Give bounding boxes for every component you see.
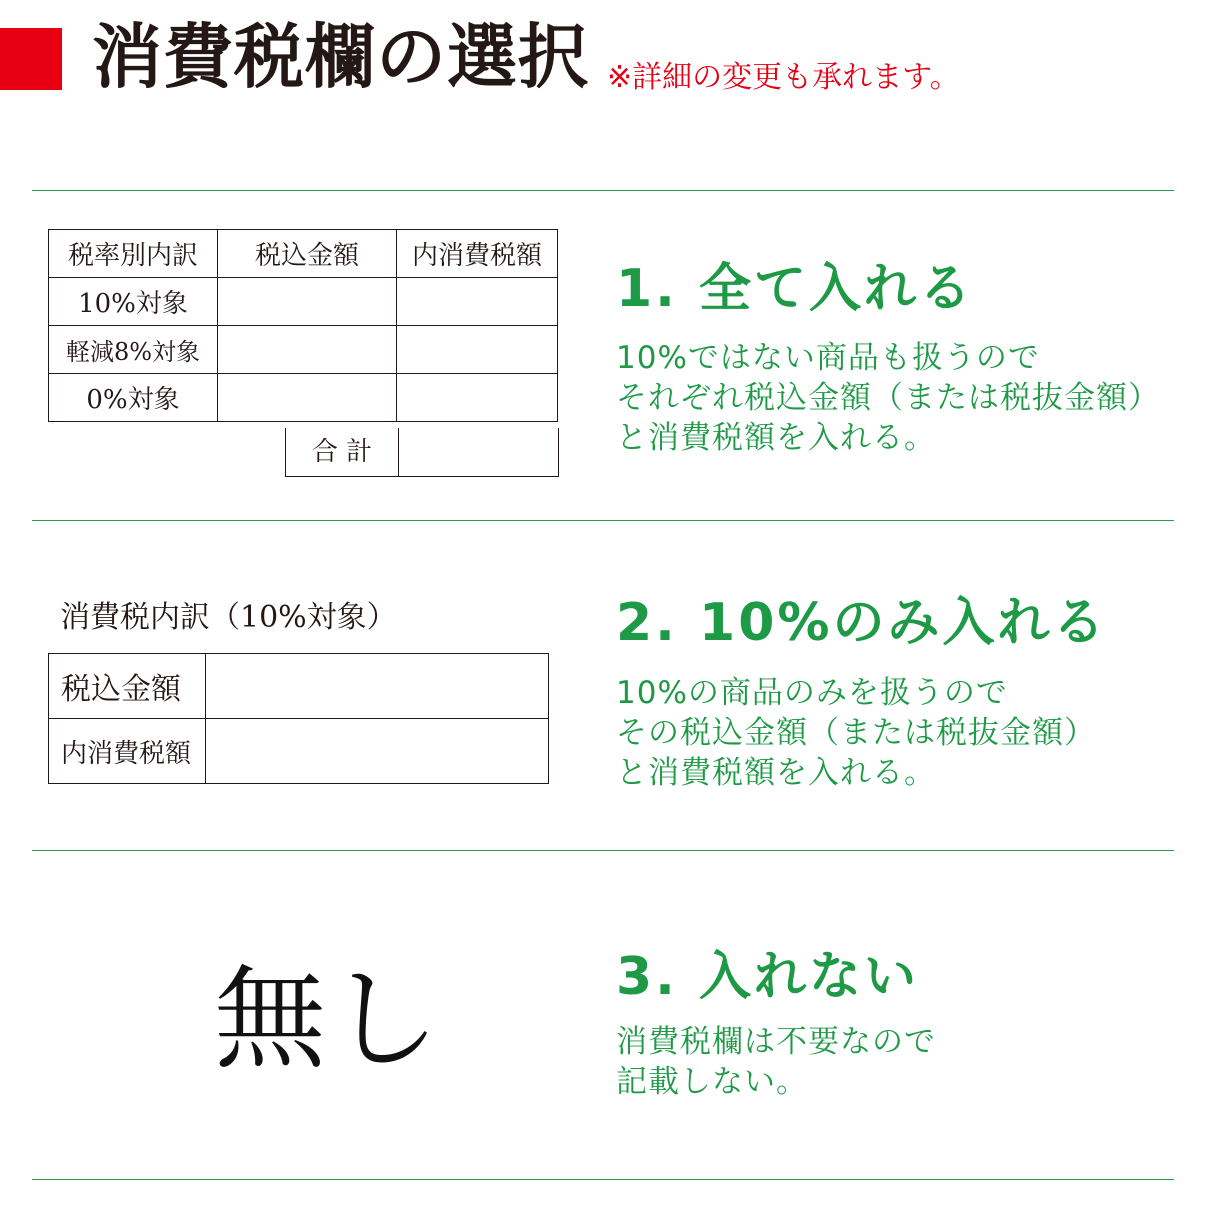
- none-sample-text: 無し: [214, 955, 442, 1085]
- table-header-rate-breakdown: 税率別内訳: [49, 230, 218, 278]
- table-cell-empty: [397, 326, 558, 374]
- table-row-label-10: 10%対象: [49, 278, 218, 326]
- table-row-label-tax-included: 税込金額: [49, 654, 206, 719]
- option-description-line: と消費税額を入れる。: [616, 755, 936, 791]
- table-row-label-8: 軽減8%対象: [49, 326, 218, 374]
- section-divider: [32, 520, 1174, 521]
- option-description-2: [616, 673, 1096, 793]
- table-cell-empty: [206, 719, 549, 784]
- total-row: [285, 428, 559, 477]
- section-divider: [32, 850, 1174, 851]
- option-description-line: 10%ではない商品も扱うので: [616, 340, 1040, 376]
- option-description-line: 10%の商品のみを扱うので: [616, 675, 1008, 711]
- table-cell-empty: [218, 374, 397, 422]
- table-cell-empty: [206, 654, 549, 719]
- table-cell-empty: [397, 374, 558, 422]
- option-heading-2: 2. 10%のみ入れる: [616, 593, 1108, 653]
- option-description-3: [616, 1022, 936, 1102]
- option-description-line: 消費税欄は不要なので: [616, 1024, 936, 1060]
- page-note: ※詳細の変更も承れます。: [607, 60, 960, 95]
- table-cell-empty: [218, 278, 397, 326]
- section-divider: [32, 190, 1174, 191]
- tax-table-caption: 消費税内訳（10%対象）: [60, 600, 397, 635]
- table-cell-empty: [397, 278, 558, 326]
- option-description-line: 記載しない。: [616, 1064, 808, 1100]
- table-header-consumption-tax: 内消費税額: [397, 230, 558, 278]
- tax-breakdown-table-full: [48, 229, 558, 422]
- total-label: 合 計: [286, 428, 399, 476]
- option-heading-1: 1. 全て入れる: [616, 259, 975, 319]
- page-title: 消費税欄の選択: [92, 16, 589, 98]
- table-row-label-consumption-tax: 内消費税額: [49, 719, 206, 784]
- option-description-1: [616, 338, 1160, 458]
- option-description-line: それぞれ税込金額（または税抜金額）: [616, 380, 1160, 416]
- table-cell-empty: [218, 326, 397, 374]
- option-description-line: その税込金額（または税抜金額）: [616, 715, 1096, 751]
- section-divider: [32, 1179, 1174, 1180]
- table-header-tax-included: 税込金額: [218, 230, 397, 278]
- tax-breakdown-table-10: [48, 653, 549, 784]
- option-heading-3: 3. 入れない: [616, 947, 920, 1007]
- header-red-square: [0, 28, 62, 90]
- option-description-line: と消費税額を入れる。: [616, 420, 936, 456]
- table-row-label-0: 0%対象: [49, 374, 218, 422]
